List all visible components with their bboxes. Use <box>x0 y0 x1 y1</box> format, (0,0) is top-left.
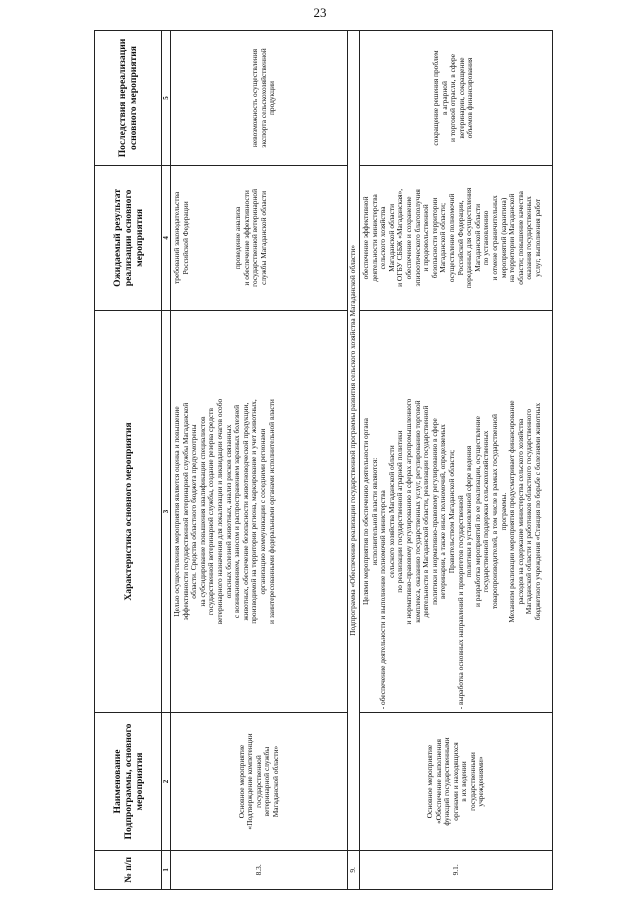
rotated-table-area <box>94 30 614 890</box>
consequences-line: продукции <box>267 80 277 116</box>
expected-result-line: области; повышение качества <box>515 191 525 285</box>
characteristic-cell <box>171 310 348 713</box>
measure-name-line: государственными <box>467 752 477 811</box>
measure-name-cell <box>360 713 553 850</box>
expected-result-line: службы Магаданской области <box>258 190 268 285</box>
expected-result-line: и продовольственной <box>421 204 431 272</box>
expected-result-line: по установлению <box>481 210 491 266</box>
expected-result-line: оказания государственных <box>524 196 534 280</box>
measure-name-line: «Обеспечение выполнения <box>433 739 443 824</box>
cell-spacer <box>190 169 234 307</box>
characteristic-line: ветеринарного назначения для локализации и ликвидации очагов особо <box>214 398 224 625</box>
characteristic-line: политики в установленной сфере ведения <box>464 445 474 578</box>
expected-result-line: требований законодательства <box>172 191 181 285</box>
expected-result-line: обеспечение эффективной <box>361 196 370 280</box>
expected-result-line: эпизоотического благополучия <box>412 189 422 287</box>
header-no: № п/п <box>95 850 162 889</box>
expected-result-line: и ОГБУ СББЖ «Магаданская», <box>395 188 405 287</box>
measure-name-line: в их ведении <box>459 761 469 802</box>
characteristic-line: программы. <box>498 492 508 531</box>
header-characteristic: Характеристика основного мероприятия <box>95 310 162 713</box>
consequences-line: и торговой отрасли, в сфере <box>448 53 458 143</box>
expected-result-line: услуг, выполнения работ <box>532 198 542 277</box>
measure-name-line: Основное мероприятие <box>236 744 246 819</box>
characteristic-line: комплекса, оказанию государственных услуг, регулированию торговой <box>412 400 422 623</box>
column-number: 4 <box>162 166 171 311</box>
measure-name-line: Основное мероприятие <box>424 744 434 819</box>
characteristic-line: и нормативно-правовому регулированию в сферах агропромышленного <box>403 398 413 625</box>
expected-result-line: Магаданской области <box>386 203 396 272</box>
expected-result-line: Российской Федерации <box>180 201 190 275</box>
cell-spacer <box>173 34 251 162</box>
measure-name-line: Магаданской области» <box>270 745 280 818</box>
characteristic-line: производимой на территории региона, маркирование и учет животных, <box>249 399 259 624</box>
measure-name-line: учреждениями» <box>476 756 486 807</box>
expected-result-cell <box>360 166 553 311</box>
expected-result-line: проведение анализа <box>233 206 243 270</box>
consequences-line: ветеринарии, сокращение <box>456 57 466 139</box>
expected-result-cell <box>171 166 348 311</box>
cell-spacer <box>362 34 432 162</box>
column-number: 5 <box>162 31 171 166</box>
landscape-page <box>94 30 614 890</box>
expected-result-line: сельского хозяйства <box>378 206 388 270</box>
characteristic-line: - выработка основных направлений и приоритетов государственной <box>455 495 465 710</box>
expected-result-line: безопасности территории <box>429 197 439 279</box>
consequences-line: сокращение решения проблем <box>431 50 440 146</box>
expected-result-line: переданных для осуществления <box>464 187 474 289</box>
consequences-line: экспорта сельскохозяйственной <box>258 48 268 148</box>
characteristic-line: опасных болезней животных, анализ рисков связанных <box>223 424 233 599</box>
row-number: 8.3. <box>171 850 348 889</box>
characteristic-line: Магаданской области и работников областного государственного <box>524 408 534 615</box>
characteristic-cell <box>360 310 553 713</box>
characteristic-line: животных, обеспечение безопасности животноводческой продукции, <box>240 402 250 621</box>
characteristic-line: организацию коммуникации с соседними регионами <box>257 428 267 595</box>
characteristic-line: политики и нормативно-правовому регулированию в сфере <box>429 418 439 605</box>
consequences-cell <box>171 31 348 166</box>
expected-result-line: на территории Магаданской <box>507 193 517 283</box>
consequences-cell <box>360 31 553 166</box>
expected-result-line: и обеспечение эффективности <box>241 190 251 286</box>
column-number: 1 <box>162 850 171 889</box>
table-row-9-1 <box>360 31 553 890</box>
consequences-line: в аграрной <box>439 81 449 115</box>
consequences-line: невозможность осуществления <box>250 48 259 148</box>
table-header-row <box>95 31 162 890</box>
characteristic-line: эффективности государственной ветеринарной службы Магаданской <box>180 402 190 621</box>
expected-result-line: и отмене ограничительных <box>489 195 499 281</box>
table-row-9-subprogram <box>348 31 360 890</box>
characteristic-line: и разработка мероприятий по ее реализации, осуществление <box>472 416 482 607</box>
characteristic-line: и заинтересованными федеральными органами исполнительной власти <box>266 399 276 624</box>
characteristic-line: области. Средства областного бюджета предусмотрены <box>189 424 199 599</box>
consequences-line: объемов финансирования <box>465 57 475 139</box>
characteristic-line: Целями мероприятия по обеспечению деятельности органа <box>361 418 370 606</box>
column-number: 3 <box>162 310 171 713</box>
expected-result-line: Магаданской области; <box>438 202 448 273</box>
characteristic-line: сельского хозяйства Магаданской области <box>386 445 396 578</box>
characteristic-line: государственной поддержки сельскохозяйственных <box>481 430 491 593</box>
characteristic-line: по реализации государственной аграрной политики <box>395 430 405 593</box>
expected-result-line: обеспечение и сохранение <box>403 196 413 280</box>
characteristic-line: - обеспечение деятельности и выполнение полномочий министерства <box>378 490 388 710</box>
measure-name-cell <box>171 713 348 850</box>
measures-table <box>94 30 553 890</box>
characteristic-line: товаропроизводителей, в том числе в рамках государственной <box>489 413 499 610</box>
header-name: Наименование Подпрограммы, основного мероприятия <box>95 713 162 850</box>
characteristic-line: ветеринарии, а также иных полномочий, определяемых <box>438 424 448 599</box>
expected-result-line: осуществление полномочий <box>446 193 456 283</box>
characteristic-line: с возникновением, заносом и распространением заразных болезней <box>232 404 242 619</box>
expected-result-line: мероприятий (карантина) <box>498 197 508 279</box>
row-number: 9. <box>348 850 360 889</box>
measure-name-line: органами и находящихся <box>450 742 460 821</box>
expected-result-line: Магаданской области <box>472 203 482 272</box>
characteristic-line: деятельности в Магаданской области, реализации государственной <box>421 405 431 618</box>
characteristic-line: бюджетного учреждения «Станция по борьбе с болезнями животных <box>532 402 542 621</box>
measure-name-line: государственной <box>253 755 263 808</box>
characteristic-line: на субсидирование повышения квалификации специалистов <box>197 416 207 607</box>
characteristic-line: Правительством Магаданской области; <box>446 449 456 574</box>
measure-name-line: ветеринарной службы <box>262 746 272 817</box>
characteristic-line: исполнительной власти являются: <box>369 457 379 566</box>
characteristic-line: государственной ветеринарной службы, создание резерва средств <box>206 408 216 616</box>
table-row-8-3 <box>171 31 348 890</box>
subprogram-title: Подпрограмма «Обеспечение реализации государственной программы развития сельского хозяйства Магаданской области» <box>348 31 360 851</box>
measure-name-line: функций государственными <box>442 737 452 826</box>
header-consequences: Последствия нереализации основного мероприятия <box>95 31 162 166</box>
expected-result-line: государственной ветеринарной <box>250 188 260 287</box>
row-number: 9.1. <box>360 850 553 889</box>
column-number-row <box>162 31 171 890</box>
characteristic-line: расходов на содержание министерства сельского хозяйства <box>515 418 525 605</box>
expected-result-line: деятельности министерства <box>369 194 379 282</box>
characteristic-line: Целью осуществления мероприятия является оценка и повышение <box>172 406 181 617</box>
characteristic-line: Механизм реализации мероприятия предусматривает финансирование <box>507 400 517 623</box>
header-expected-result: Ожидаемый результат реализации основного мероприятия <box>95 166 162 311</box>
column-number: 2 <box>162 713 171 850</box>
measure-name-line: «Подтверждение компетенции <box>245 733 255 830</box>
page-number: 23 <box>313 5 327 20</box>
expected-result-line: Российской Федерации, <box>455 200 465 276</box>
